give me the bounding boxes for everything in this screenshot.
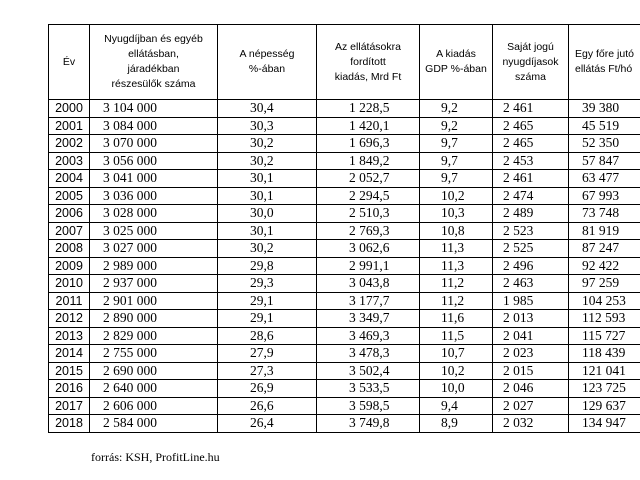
header-year: Év [49, 25, 90, 100]
table-cell: 26,4 [218, 415, 317, 433]
table-cell: 2 755 000 [90, 345, 218, 363]
table-cell: 73 748 [569, 205, 640, 223]
table-cell: 3 177,7 [317, 292, 420, 310]
table-cell: 27,9 [218, 345, 317, 363]
table-cell: 11,6 [420, 310, 493, 328]
table-cell: 92 422 [569, 257, 640, 275]
table-row [49, 380, 640, 398]
table-cell: 2 463 [493, 275, 569, 293]
table-cell: 2 052,7 [317, 170, 420, 188]
table-cell: 11,5 [420, 327, 493, 345]
table-cell: 67 993 [569, 187, 640, 205]
year-cell: 2015 [49, 362, 90, 380]
table-cell: 57 847 [569, 152, 640, 170]
table-cell: 3 027 000 [90, 240, 218, 258]
table-cell: 2 890 000 [90, 310, 218, 328]
year-cell: 2017 [49, 397, 90, 415]
table-cell: 3 469,3 [317, 327, 420, 345]
table-cell: 9,2 [420, 100, 493, 118]
table-cell: 30,2 [218, 152, 317, 170]
table-cell: 2 294,5 [317, 187, 420, 205]
table-cell: 29,8 [218, 257, 317, 275]
year-cell: 2000 [49, 100, 90, 118]
table-cell: 97 259 [569, 275, 640, 293]
table-cell: 115 727 [569, 327, 640, 345]
table-cell: 2 991,1 [317, 257, 420, 275]
table-cell: 3 749,8 [317, 415, 420, 433]
table-row [49, 275, 640, 293]
header-row [49, 25, 640, 100]
table-cell: 29,3 [218, 275, 317, 293]
table-cell: 39 380 [569, 100, 640, 118]
table-cell: 2 046 [493, 380, 569, 398]
table-cell: 1 696,3 [317, 135, 420, 153]
table-cell: 3 056 000 [90, 152, 218, 170]
table-cell: 121 041 [569, 362, 640, 380]
year-cell: 2013 [49, 327, 90, 345]
table-cell: 2 510,3 [317, 205, 420, 223]
table-cell: 9,7 [420, 152, 493, 170]
table-cell: 11,3 [420, 257, 493, 275]
table-cell: 2 465 [493, 117, 569, 135]
table-cell: 3 070 000 [90, 135, 218, 153]
table-cell: 3 043,8 [317, 275, 420, 293]
year-cell: 2004 [49, 170, 90, 188]
table-cell: 10,7 [420, 345, 493, 363]
table-cell: 63 477 [569, 170, 640, 188]
table-row [49, 170, 640, 188]
table-row [49, 152, 640, 170]
table-cell: 2 525 [493, 240, 569, 258]
year-cell: 2011 [49, 292, 90, 310]
table-cell: 27,3 [218, 362, 317, 380]
table-cell: 3 349,7 [317, 310, 420, 328]
year-cell: 2006 [49, 205, 90, 223]
table-cell: 118 439 [569, 345, 640, 363]
table-cell: 9,4 [420, 397, 493, 415]
year-cell: 2005 [49, 187, 90, 205]
table-cell: 2 496 [493, 257, 569, 275]
table-cell: 52 350 [569, 135, 640, 153]
table-row [49, 222, 640, 240]
year-cell: 2008 [49, 240, 90, 258]
year-cell: 2003 [49, 152, 90, 170]
table-row [49, 117, 640, 135]
table-row [49, 257, 640, 275]
table-row [49, 362, 640, 380]
table-cell: 30,4 [218, 100, 317, 118]
table-cell: 10,2 [420, 187, 493, 205]
table-row [49, 415, 640, 433]
table-cell: 28,6 [218, 327, 317, 345]
table-cell: 2 465 [493, 135, 569, 153]
table-cell: 10,8 [420, 222, 493, 240]
table-cell: 3 478,3 [317, 345, 420, 363]
table-cell: 9,7 [420, 135, 493, 153]
year-cell: 2018 [49, 415, 90, 433]
year-cell: 2012 [49, 310, 90, 328]
header-per-capita-benefit: Egy főre jutó ellátás Ft/hó [569, 25, 640, 100]
table-cell: 2 640 000 [90, 380, 218, 398]
table-row [49, 240, 640, 258]
table-row [49, 100, 640, 118]
table-row [49, 187, 640, 205]
table-cell: 1 228,5 [317, 100, 420, 118]
header-recipients: Nyugdíjban és egyéb ellátásban, járadékban részesülők száma [90, 25, 218, 100]
table-cell: 8,9 [420, 415, 493, 433]
table-cell: 30,2 [218, 240, 317, 258]
year-cell: 2014 [49, 345, 90, 363]
table-row [49, 310, 640, 328]
table-cell: 2 453 [493, 152, 569, 170]
year-cell: 2007 [49, 222, 90, 240]
table-cell: 112 593 [569, 310, 640, 328]
table-cell: 2 013 [493, 310, 569, 328]
table-cell: 123 725 [569, 380, 640, 398]
table-cell: 3 084 000 [90, 117, 218, 135]
table-row [49, 292, 640, 310]
table-cell: 11,2 [420, 275, 493, 293]
table-cell: 104 253 [569, 292, 640, 310]
table-cell: 10,3 [420, 205, 493, 223]
table-row [49, 397, 640, 415]
table-body [49, 100, 640, 433]
table-cell: 11,3 [420, 240, 493, 258]
table-row [49, 345, 640, 363]
header-gdp-share: A kiadás GDP %-ában [420, 25, 493, 100]
table-cell: 2 769,3 [317, 222, 420, 240]
table-cell: 26,9 [218, 380, 317, 398]
year-cell: 2002 [49, 135, 90, 153]
table-cell: 3 502,4 [317, 362, 420, 380]
table-cell: 9,2 [420, 117, 493, 135]
table-cell: 2 584 000 [90, 415, 218, 433]
header-expenditure: Az ellátásokra fordított kiadás, Mrd Ft [317, 25, 420, 100]
table-cell: 26,6 [218, 397, 317, 415]
table-row [49, 327, 640, 345]
table-cell: 129 637 [569, 397, 640, 415]
table-cell: 1 985 [493, 292, 569, 310]
table-cell: 2 606 000 [90, 397, 218, 415]
year-cell: 2016 [49, 380, 90, 398]
table-row [49, 135, 640, 153]
table-cell: 1 420,1 [317, 117, 420, 135]
table-cell: 1 849,2 [317, 152, 420, 170]
pension-statistics-table [48, 24, 640, 433]
table-cell: 30,0 [218, 205, 317, 223]
table-cell: 2 027 [493, 397, 569, 415]
table-cell: 2 523 [493, 222, 569, 240]
table-cell: 10,0 [420, 380, 493, 398]
table-cell: 2 461 [493, 170, 569, 188]
table-cell: 2 023 [493, 345, 569, 363]
table-cell: 3 025 000 [90, 222, 218, 240]
table-cell: 2 901 000 [90, 292, 218, 310]
table-cell: 3 533,5 [317, 380, 420, 398]
table-cell: 134 947 [569, 415, 640, 433]
table-cell: 2 937 000 [90, 275, 218, 293]
table-cell: 3 041 000 [90, 170, 218, 188]
table-cell: 2 829 000 [90, 327, 218, 345]
table-cell: 2 489 [493, 205, 569, 223]
table-cell: 11,2 [420, 292, 493, 310]
table-cell: 87 247 [569, 240, 640, 258]
table-cell: 29,1 [218, 292, 317, 310]
year-cell: 2010 [49, 275, 90, 293]
table-cell: 30,1 [218, 187, 317, 205]
table-cell: 2 474 [493, 187, 569, 205]
table-cell: 2 032 [493, 415, 569, 433]
table-cell: 10,2 [420, 362, 493, 380]
table-cell: 3 062,6 [317, 240, 420, 258]
year-cell: 2009 [49, 257, 90, 275]
table-cell: 2 690 000 [90, 362, 218, 380]
table-cell: 30,2 [218, 135, 317, 153]
table-cell: 3 036 000 [90, 187, 218, 205]
table-cell: 3 598,5 [317, 397, 420, 415]
table-cell: 81 919 [569, 222, 640, 240]
header-population-share: A népesség %-ában [218, 25, 317, 100]
table-cell: 30,1 [218, 222, 317, 240]
table-cell: 2 989 000 [90, 257, 218, 275]
table-cell: 45 519 [569, 117, 640, 135]
header-own-right-pensioners: Saját jogú nyugdíjasok száma [493, 25, 569, 100]
table-cell: 29,1 [218, 310, 317, 328]
table-cell: 3 104 000 [90, 100, 218, 118]
year-cell: 2001 [49, 117, 90, 135]
table-cell: 2 015 [493, 362, 569, 380]
table-cell: 9,7 [420, 170, 493, 188]
source-note: forrás: KSH, ProfitLine.hu [91, 450, 220, 464]
table-cell: 2 461 [493, 100, 569, 118]
table-cell: 3 028 000 [90, 205, 218, 223]
table-row [49, 205, 640, 223]
table-cell: 30,3 [218, 117, 317, 135]
table-cell: 30,1 [218, 170, 317, 188]
table-cell: 2 041 [493, 327, 569, 345]
